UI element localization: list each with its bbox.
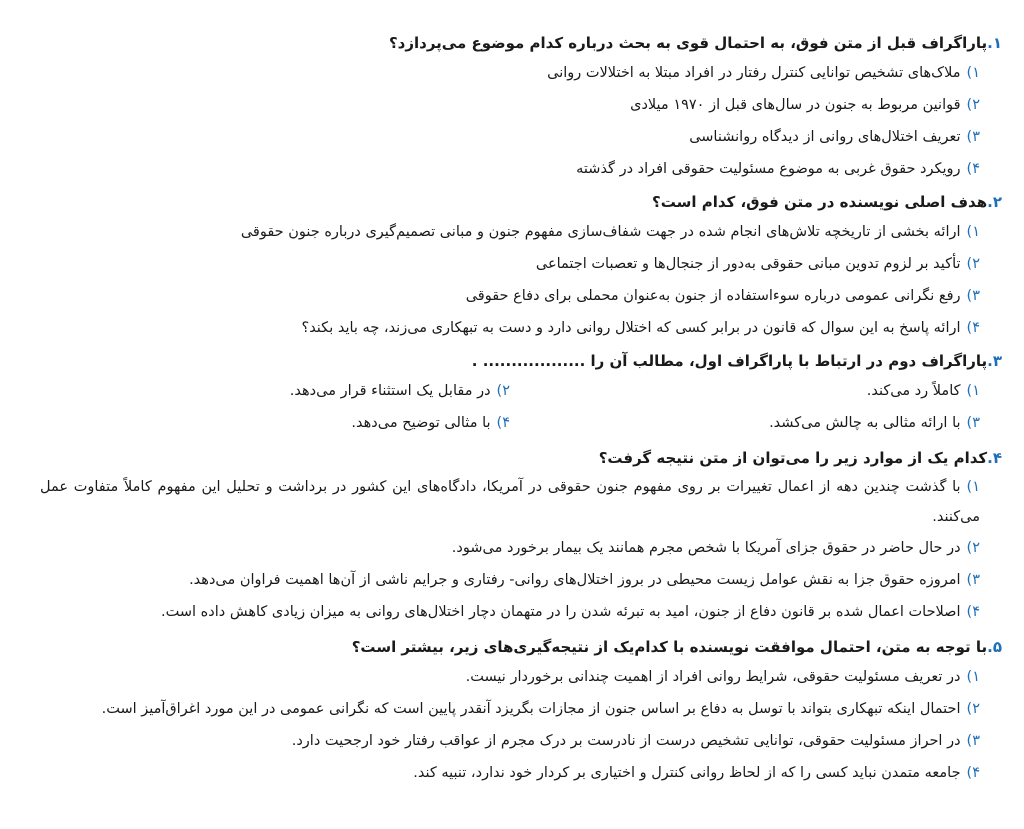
option-text: تأکید بر لزوم تدوین مبانی حقوقی به‌دور از جنجال‌ها و تعصبات اجتماعی [535, 256, 961, 272]
question-3-title [40, 348, 1002, 375]
option-number: ۱) [966, 479, 980, 495]
question-2-option-2[interactable] [40, 248, 1002, 280]
question-3-options [40, 375, 1002, 439]
option-number: ۱) [966, 65, 980, 81]
option-number: ۳) [966, 415, 980, 431]
question-1-text: پاراگراف قبل از متن فوق، به احتمال قوی به بحث درباره کدام موضوع می‌پردازد؟ [388, 34, 988, 52]
question-5-text: با توجه به متن، احتمال موافقت نویسنده با کدام‌یک از نتیجه‌گیری‌های زیر، بیشتر است؟ [351, 638, 988, 656]
option-number: ۳) [966, 733, 980, 749]
question-3-option-4[interactable] [40, 407, 510, 439]
question-2-title [40, 189, 1002, 216]
question-4-option-2[interactable] [40, 532, 1002, 564]
option-number: ۴) [966, 765, 980, 781]
option-text: در احراز مسئولیت حقوقی، توانایی تشخیص درست از نادرست بر درک مجرم از عواقب رفتار خود ارجحیت دارد. [291, 733, 961, 749]
question-3-option-3[interactable] [510, 407, 980, 439]
question-4-number: ۴. [987, 449, 1002, 467]
option-number: ۲) [966, 256, 980, 272]
question-2-option-1[interactable] [40, 216, 1002, 248]
question-5-option-3[interactable] [40, 725, 1002, 757]
option-text: رویکرد حقوق غربی به موضوع مسئولیت حقوقی افراد در گذشته [576, 161, 961, 177]
question-2 [40, 189, 1002, 344]
question-1-number: ۱. [987, 34, 1002, 52]
option-number: ۴) [966, 320, 980, 336]
question-1-option-3[interactable] [40, 121, 1002, 153]
option-number: ۱) [966, 224, 980, 240]
question-4-text: کدام یک از موارد زیر را می‌توان از متن نتیجه گرفت؟ [598, 449, 988, 467]
question-2-number: ۲. [987, 193, 1002, 211]
question-5-title [40, 634, 1002, 661]
question-3-option-1[interactable] [510, 375, 980, 407]
option-text: در حال حاضر در حقوق جزای آمریکا با شخص مجرم همانند یک بیمار برخورد می‌شود. [451, 540, 961, 556]
option-number: ۲) [966, 701, 980, 717]
question-5-option-2[interactable] [40, 693, 1002, 725]
option-text: احتمال اینکه تبهکاری بتواند با توسل به دفاع بر اساس جنون از مجازات بگریزد آنقدر پایین است که نگرانی عمومی در این مورد اغراق‌آمیز است. [101, 701, 961, 717]
option-number: ۲) [496, 383, 510, 399]
option-text: با ارائه مثالی به چالش می‌کشد. [769, 415, 961, 431]
option-text: ارائه بخشی از تاریخچه تلاش‌های انجام شده در جهت شفاف‌سازی مفهوم جنون و مبانی تصمیم‌گیری درباره جنون حقوقی [240, 224, 961, 240]
option-text: قوانین مربوط به جنون در سال‌های قبل از ۱۹۷۰ میلادی [630, 97, 961, 113]
option-number: ۱) [966, 383, 980, 399]
option-number: ۲) [966, 97, 980, 113]
option-text: در تعریف مسئولیت حقوقی، شرایط روانی افراد از اهمیت چندانی برخوردار نیست. [465, 669, 961, 685]
question-3-text: پاراگراف دوم در ارتباط با پاراگراف اول، مطالب آن را .................. . [471, 352, 988, 370]
option-number: ۳) [966, 288, 980, 304]
question-1-title [40, 30, 1002, 57]
question-1-option-4[interactable] [40, 153, 1002, 185]
option-text: رفع نگرانی عمومی درباره سوءاستفاده از جنون به‌عنوان محملی برای دفاع حقوقی [465, 288, 961, 304]
question-4-title [40, 445, 1002, 472]
option-number: ۴) [496, 415, 510, 431]
option-text: در مقابل یک استثناء قرار می‌دهد. [289, 383, 491, 399]
option-text: ملاک‌های تشخیص توانایی کنترل رفتار در افراد مبتلا به اختلالات روانی [547, 65, 961, 81]
question-2-option-4[interactable] [40, 312, 1002, 344]
option-text: با مثالی توضیح می‌دهد. [351, 415, 491, 431]
question-5-option-1[interactable] [40, 661, 1002, 693]
option-text: ارائه پاسخ به این سوال که قانون در برابر کسی که اختلال روانی دارد و دست به تبهکاری می‌زند، چه باید بکند؟ [301, 320, 961, 336]
question-3-number: ۳. [987, 352, 1002, 370]
question-3 [40, 348, 1002, 439]
question-5 [40, 634, 1002, 789]
question-3-option-2[interactable] [40, 375, 510, 407]
question-1-option-1[interactable] [40, 57, 1002, 89]
question-1-option-2[interactable] [40, 89, 1002, 121]
question-4-option-4[interactable] [40, 596, 1002, 628]
option-text: کاملاً رد می‌کند. [866, 383, 961, 399]
question-5-option-4[interactable] [40, 757, 1002, 789]
question-4-option-1[interactable] [40, 472, 1002, 532]
option-number: ۳) [966, 572, 980, 588]
question-1 [40, 30, 1002, 185]
question-4 [40, 445, 1002, 628]
option-number: ۴) [966, 604, 980, 620]
question-2-text: هدف اصلی نویسنده در متن فوق، کدام است؟ [652, 193, 988, 211]
option-text: امروزه حقوق جزا به نقش عوامل زیست محیطی در بروز اختلال‌های روانی- رفتاری و جرایم ناشی از آن‌ها اهمیت فراوان می‌دهد. [189, 572, 961, 588]
option-text: جامعه متمدن نباید کسی را که از لحاظ روانی کنترل و اختیاری بر کردار خود ندارد، تنبیه کند. [413, 765, 961, 781]
option-text: تعریف اختلال‌های روانی از دیدگاه روانشناسی [689, 129, 961, 145]
option-text: با گذشت چندین دهه از اعمال تغییرات بر روی مفهوم جنون حقوقی در آمریکا، دادگاه‌های این کشور در برداشت و تحلیل این مفهوم کاملاً متفاوت عمل می‌کنند. [40, 479, 980, 525]
option-number: ۴) [966, 161, 980, 177]
option-text: اصلاحات اعمال شده بر قانون دفاع از جنون، امید به تبرئه شدن را در متهمان دچار اختلال‌های روانی به میزان زیادی کاهش داده است. [161, 604, 961, 620]
option-number: ۳) [966, 129, 980, 145]
question-4-option-3[interactable] [40, 564, 1002, 596]
option-number: ۲) [966, 540, 980, 556]
question-5-number: ۵. [987, 638, 1002, 656]
question-2-option-3[interactable] [40, 280, 1002, 312]
option-number: ۱) [966, 669, 980, 685]
